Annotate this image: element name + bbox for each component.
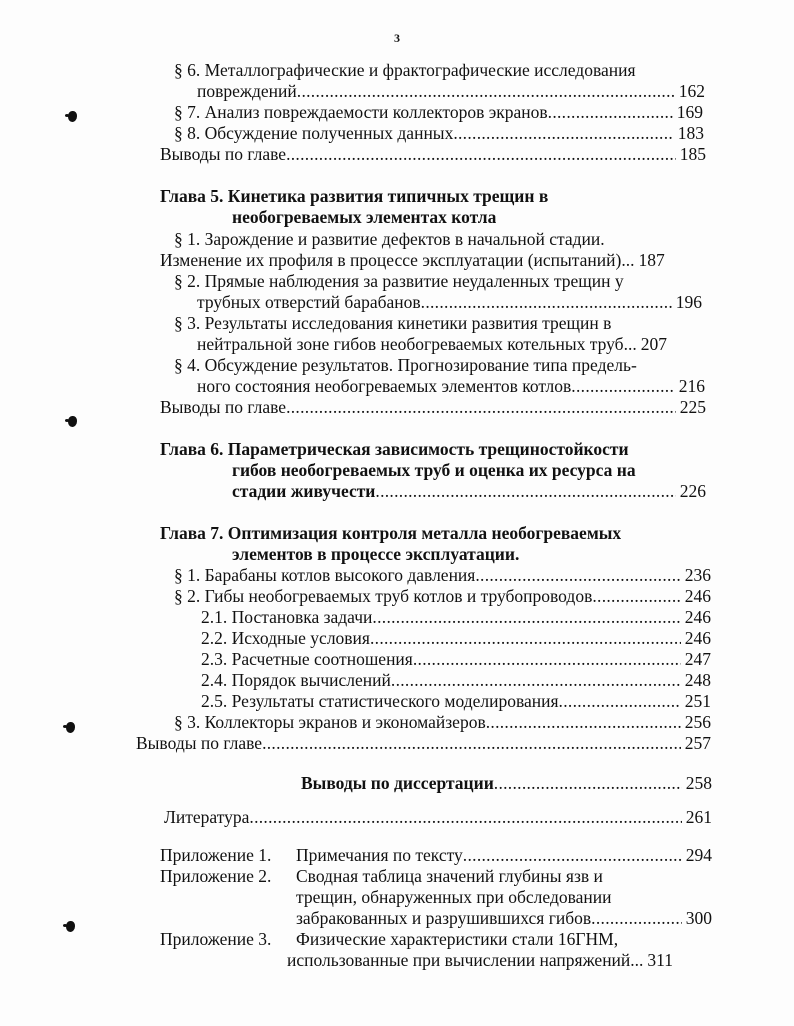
- toc-entry: 2.3. Расчетные соотношения ..... 247: [201, 649, 711, 670]
- toc-entry-line: § 4. Обсуждение результатов. Прогнозирование типа предель-: [174, 355, 637, 375]
- toc-entry: стадии живучести ..... 226: [232, 481, 706, 502]
- toc-entry: Выводы по главе ..... 185: [160, 144, 706, 165]
- toc-entry: § 7. Анализ повреждаемости коллекторов экранов ..... 169: [174, 102, 703, 123]
- chapter-heading: Глава 6. Параметрическая зависимость трещиностойкости: [160, 439, 629, 459]
- toc-entry: 2.4. Порядок вычислений ..... 248: [201, 670, 711, 691]
- toc-entry: использованные при вычислении напряжений... 311: [287, 950, 674, 970]
- toc-entry-line: Физические характеристики стали 16ГНМ,: [296, 929, 619, 949]
- toc-entry: Примечания по тексту ..... 294: [296, 845, 712, 866]
- toc-entry: 2.5. Результаты статистического моделирования ..... 251: [201, 691, 711, 712]
- toc-entry: Выводы по главе ..... 257: [136, 733, 711, 754]
- scan-mark-icon: [68, 111, 77, 122]
- chapter-heading: Глава 7. Оптимизация контроля металла необогреваемых: [160, 523, 622, 543]
- toc-entry: 2.1. Постановка задачи ..... 246: [201, 607, 711, 628]
- chapter-heading-cont: элементов в процессе эксплуатации.: [232, 544, 520, 564]
- appendix-label: Приложение 1.: [160, 845, 272, 865]
- page-number: 3: [394, 31, 400, 45]
- toc-entry-line: § 2. Прямые наблюдения за развитие неудаленных трещин у: [174, 271, 624, 291]
- toc-entry-line: § 1. Зарождение и развитие дефектов в начальной стадии.: [174, 229, 605, 249]
- toc-entry: трубных отверстий барабанов ..... 196: [197, 292, 702, 313]
- scan-mark-icon: [66, 722, 75, 733]
- toc-entry: Литература ..... 261: [164, 807, 712, 828]
- toc-entry: Изменение их профиля в процессе эксплуатации (испытаний)... 187: [160, 250, 665, 270]
- toc-entry: Выводы по диссертации ..... 258: [301, 773, 712, 794]
- toc-entry: § 8. Обсуждение полученных данных ..... 183: [174, 123, 704, 144]
- toc-entry-line: Сводная таблица значений глубины язв и: [296, 866, 603, 886]
- toc-entry: забракованных и разрушившихся гибов ..... 300: [296, 908, 712, 929]
- chapter-heading-cont: гибов необогреваемых труб и оценка их ресурса на: [232, 460, 636, 480]
- toc-entry: § 1. Барабаны котлов высокого давления ..... 236: [174, 565, 711, 586]
- toc-entry-line: § 6. Металлографические и фрактографические исследования: [174, 60, 636, 80]
- toc-entry: нейтральной зоне гибов необогреваемых котельных труб... 207: [197, 334, 667, 354]
- toc-entry-line: § 3. Результаты исследования кинетики развития трещин в: [174, 313, 612, 333]
- toc-entry: § 2. Гибы необогреваемых труб котлов и трубопроводов ..... 246: [174, 586, 711, 607]
- appendix-label: Приложение 2.: [160, 866, 272, 886]
- toc-entry-line: трещин, обнаруженных при обследовании: [296, 887, 612, 907]
- scan-mark-icon: [68, 416, 77, 427]
- chapter-heading: Глава 5. Кинетика развития типичных трещин в: [160, 186, 549, 206]
- toc-entry: 2.2. Исходные условия ..... 246: [201, 628, 711, 649]
- toc-entry: повреждений ..... 162: [197, 81, 705, 102]
- toc-entry: § 3. Коллекторы экранов и экономайзеров ..... 256: [174, 712, 711, 733]
- toc-entry: Выводы по главе ..... 225: [160, 397, 706, 418]
- chapter-heading-cont: необогреваемых элементах котла: [232, 207, 497, 227]
- scan-mark-icon: [66, 921, 75, 932]
- appendix-label: Приложение 3.: [160, 929, 272, 949]
- toc-entry: ного состояния необогреваемых элементов котлов ..... 216: [197, 376, 705, 397]
